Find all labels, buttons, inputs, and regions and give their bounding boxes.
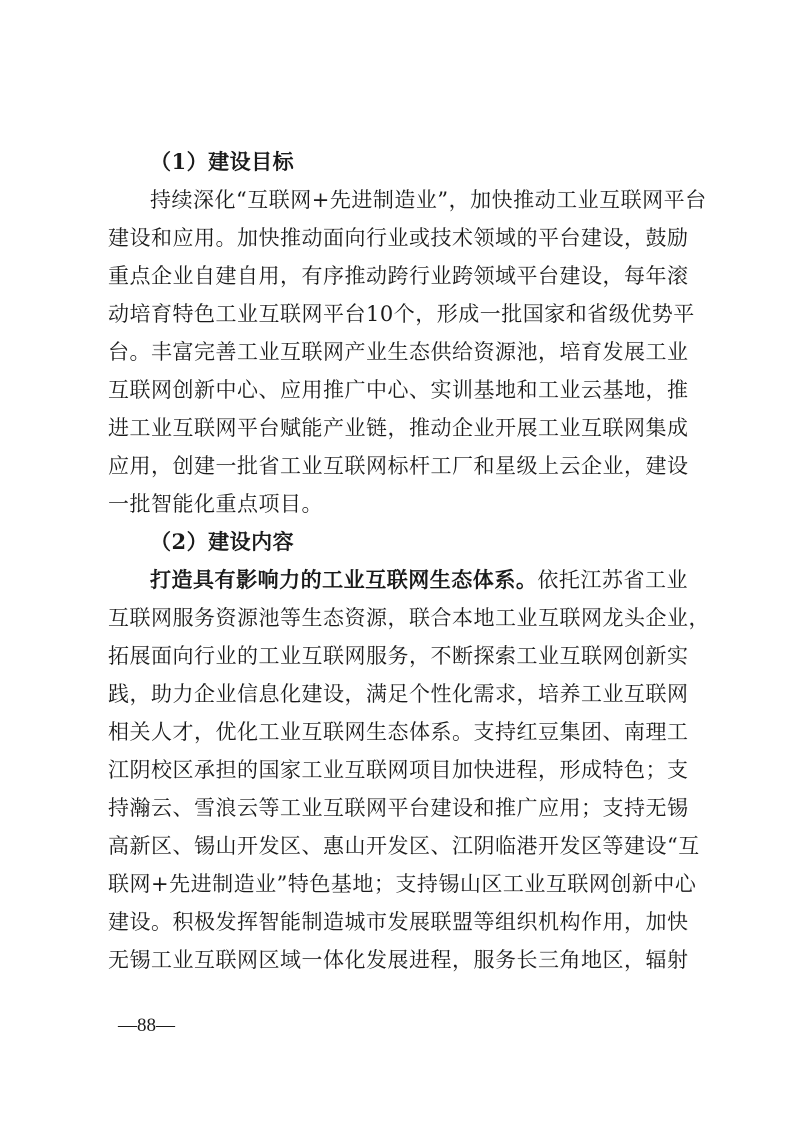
page-number: —88— <box>118 1015 175 1036</box>
lead-bold-text: 打造具有影响力的工业互联网生态体系。 <box>150 567 538 592</box>
paragraph-line: 互联网服务资源池等生态资源，联合本地工业互联网龙头企业， <box>108 606 710 630</box>
lead-rest-text: 依托江苏省工业 <box>537 568 688 592</box>
paragraph-line: 拓展面向行业的工业互联网服务，不断探索工业互联网创新实 <box>108 644 689 668</box>
paragraph-line: 持瀚云、雪浪云等工业互联网平台建设和推广应用；支持无锡 <box>108 796 689 820</box>
paragraph-line: 联网+先进制造业”特色基地；支持锡山区工业互联网创新中心 <box>108 872 697 896</box>
paragraph-line: 建设和应用。加快推动面向行业或技术领域的平台建设，鼓励 <box>108 226 689 250</box>
paragraph-line: 江阴校区承担的国家工业互联网项目加快进程，形成特色；支 <box>108 758 689 782</box>
paragraph-line: 动培育特色工业互联网平台10个，形成一批国家和省级优势平 <box>108 302 695 326</box>
section-heading-content: （2）建设内容 <box>150 529 295 554</box>
paragraph-line: 重点企业自建自用，有序推动跨行业跨领域平台建设，每年滚 <box>108 264 689 288</box>
paragraph-line: 应用，创建一批省工业互联网标杆工厂和星级上云企业，建设 <box>108 454 689 478</box>
paragraph-line: 互联网创新中心、应用推广中心、实训基地和工业云基地，推 <box>108 378 689 402</box>
section-heading-goals: （1）建设目标 <box>150 149 295 174</box>
paragraph-line: 高新区、锡山开发区、惠山开发区、江阴临港开发区等建设“互 <box>108 834 700 858</box>
paragraph-line: 持续深化“互联网+先进制造业”，加快推动工业互联网平台 <box>150 188 707 212</box>
paragraph-line: 建设。积极发挥智能制造城市发展联盟等组织机构作用，加快 <box>108 910 689 934</box>
paragraph-line: 践，助力企业信息化建设，满足个性化需求，培养工业互联网 <box>108 682 689 706</box>
paragraph-line: 无锡工业互联网区域一体化发展进程，服务长三角地区，辐射 <box>108 948 689 972</box>
paragraph-line: 台。丰富完善工业互联网产业生态供给资源池，培育发展工业 <box>108 340 689 364</box>
paragraph-lead-line <box>150 566 688 594</box>
paragraph-line: 进工业互联网平台赋能产业链，推动企业开展工业互联网集成 <box>108 416 689 440</box>
paragraph-line: 一批智能化重点项目。 <box>108 492 323 516</box>
paragraph-line: 相关人才，优化工业互联网生态体系。支持红豆集团、南理工 <box>108 720 689 744</box>
